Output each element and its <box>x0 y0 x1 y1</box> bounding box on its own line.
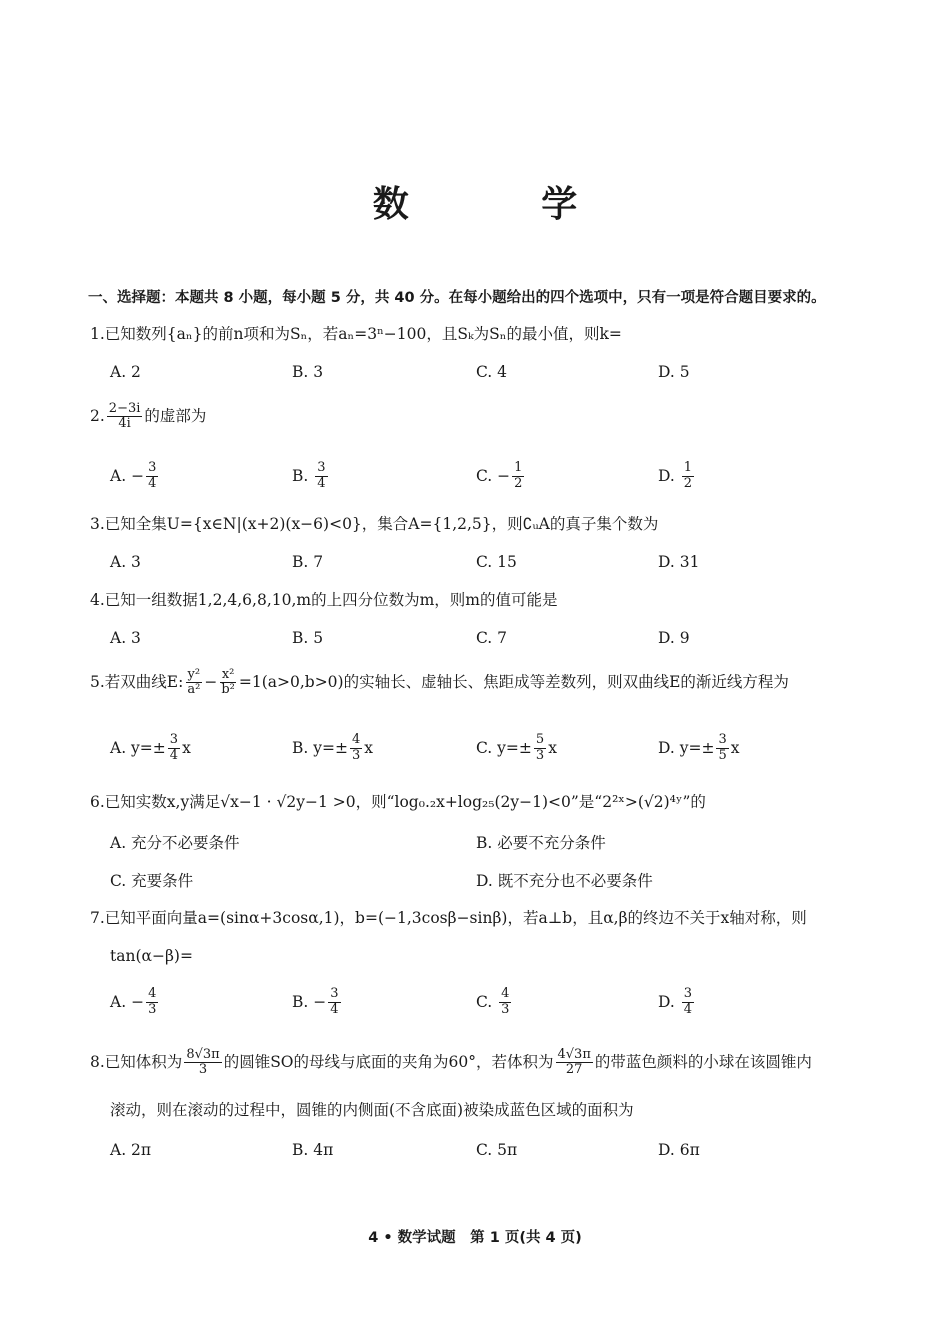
question-stem-middle: 的圆锥SO的母线与底面的夹角为60°，若体积为 <box>223 1052 554 1071</box>
question-5-options <box>110 730 870 766</box>
fraction <box>682 461 694 491</box>
fraction-numerator: 3 <box>330 986 339 1002</box>
question-stem: 已知实数x,y满足√x−1 · √2y−1 >0，则“log₀.₂x+log₂₅(2y−1)<0”是“2²ˣ>(√2)⁴ʸ”的 <box>104 793 706 811</box>
fraction <box>499 987 511 1017</box>
fraction <box>350 733 362 763</box>
question-7 <box>90 908 880 928</box>
fraction-numerator: 5 <box>535 732 545 748</box>
question-number: 1. <box>90 325 105 343</box>
question-number: 3. <box>90 515 105 533</box>
fraction-numerator: 4 <box>351 732 361 748</box>
option-a[interactable]: A. 2 <box>110 363 141 381</box>
fraction <box>146 461 158 491</box>
option-tail: x <box>364 739 374 757</box>
question-stem: 已知平面向量a=(sinα+3cosα,1)，b=(−1,3cosβ−sinβ)，若a⊥b，且α,β的终边不关于x轴对称，则 <box>104 909 807 927</box>
fraction-numerator: 4 <box>501 986 510 1002</box>
option-sign: − <box>313 993 327 1011</box>
option-c[interactable] <box>476 984 513 1020</box>
fraction-numerator: 4 <box>148 986 157 1002</box>
option-a[interactable] <box>110 458 160 494</box>
fraction-numerator: x² <box>221 667 235 682</box>
fraction-denominator: a² <box>187 682 201 698</box>
option-d[interactable]: D. 既不充分也不必要条件 <box>476 872 653 890</box>
question-5 <box>90 668 880 698</box>
option-a[interactable]: A. 3 <box>110 553 141 571</box>
option-a[interactable]: A. 充分不必要条件 <box>110 834 240 852</box>
question-8 <box>90 1048 880 1078</box>
fraction <box>682 987 694 1017</box>
fraction-numerator: y² <box>187 667 201 682</box>
fraction-denominator: 4 <box>148 475 157 491</box>
option-d[interactable] <box>658 458 696 494</box>
question-1 <box>90 324 880 344</box>
question-stem: 已知体积为 <box>104 1052 183 1071</box>
question-stem-tail: =1(a>0,b>0)的实轴长、虚轴长、焦距成等差数列，则双曲线E的渐近线方程为 <box>238 672 789 691</box>
option-c[interactable]: C. 15 <box>476 553 517 571</box>
question-number: 8. <box>90 1052 105 1071</box>
question-4 <box>90 590 880 610</box>
option-c[interactable] <box>476 730 557 766</box>
question-6-options-row-1 <box>110 824 870 860</box>
option-b[interactable]: B. 必要不充分条件 <box>476 834 606 852</box>
fraction-numerator: 2−3i <box>108 401 141 416</box>
option-c[interactable]: C. 5π <box>476 1141 518 1159</box>
question-number: 2. <box>90 406 105 425</box>
question-4-options <box>110 620 870 656</box>
fraction-numerator: 1 <box>514 460 523 476</box>
option-label: A. <box>110 467 127 485</box>
option-b[interactable] <box>292 458 330 494</box>
question-3 <box>90 514 880 534</box>
question-stem-tail: 的带蓝色颜料的小球在该圆锥内 <box>594 1052 812 1071</box>
question-6 <box>90 792 880 812</box>
fraction-denominator: 2 <box>514 475 523 491</box>
option-c[interactable]: C. 充要条件 <box>110 872 194 890</box>
option-b[interactable]: B. 7 <box>292 553 324 571</box>
option-sign: − <box>131 993 145 1011</box>
option-sign: − <box>131 467 145 485</box>
question-stem: 若双曲线E: <box>104 672 184 691</box>
fraction-numerator: 8√3π <box>186 1047 220 1062</box>
fraction <box>328 987 340 1017</box>
option-b[interactable]: B. 4π <box>292 1141 334 1159</box>
fraction-denominator: 3 <box>351 747 361 763</box>
question-stem: 已知数列{aₙ}的前n项和为Sₙ，若aₙ=3ⁿ−100，且Sₖ为Sₙ的最小值，则k= <box>104 325 622 343</box>
fraction-numerator: 3 <box>169 732 179 748</box>
option-d[interactable]: D. 9 <box>658 629 690 647</box>
question-number: 4. <box>90 591 105 609</box>
fraction <box>315 461 327 491</box>
option-a[interactable] <box>110 730 191 766</box>
option-label: C. <box>476 993 493 1011</box>
fraction-numerator: 4√3π <box>557 1047 591 1062</box>
option-b[interactable] <box>292 730 373 766</box>
question-3-options <box>110 544 870 580</box>
option-b[interactable]: B. 3 <box>292 363 324 381</box>
section-header: 一、选择题：本题共 8 小题，每小题 5 分，共 40 分。在每小题给出的四个选项中，只有一项是符合题目要求的。 <box>88 290 826 306</box>
fraction-numerator: 3 <box>317 460 326 476</box>
option-label: B. <box>292 467 309 485</box>
option-c[interactable] <box>476 458 526 494</box>
option-label: D. <box>658 467 675 485</box>
question-number: 7. <box>90 909 105 927</box>
question-7-options <box>110 984 870 1020</box>
option-label: B. <box>292 993 309 1011</box>
option-d[interactable]: D. 6π <box>658 1141 700 1159</box>
option-c[interactable]: C. 7 <box>476 629 508 647</box>
question-number: 5. <box>90 672 105 691</box>
option-tail: x <box>730 739 740 757</box>
option-label: D. y=± <box>658 739 715 757</box>
option-label: C. y=± <box>476 739 532 757</box>
question-2-options <box>110 458 870 494</box>
fraction-denominator: 3 <box>148 1001 157 1017</box>
fraction-denominator: 4 <box>683 1001 693 1017</box>
fraction <box>107 402 143 432</box>
fraction-numerator: 1 <box>683 460 693 476</box>
fraction-denominator: 2 <box>683 475 693 491</box>
fraction <box>534 733 546 763</box>
option-a[interactable] <box>110 984 160 1020</box>
option-b[interactable]: B. 5 <box>292 629 324 647</box>
question-stem: 已知全集U={x∈N|(x+2)(x−6)<0}，集合A={1,2,5}，则∁ᵤA的真子集个数为 <box>104 515 659 533</box>
fraction <box>185 668 202 698</box>
question-7-line-2: tan(α−β)= <box>110 947 193 965</box>
question-number: 6. <box>90 793 105 811</box>
question-6-options-row-2 <box>110 862 870 898</box>
option-d[interactable] <box>658 984 696 1020</box>
page-title: 数 学 <box>372 184 638 225</box>
fraction <box>716 733 728 763</box>
option-d[interactable]: D. 5 <box>658 363 690 381</box>
option-a[interactable]: A. 2π <box>110 1141 152 1159</box>
fraction <box>146 987 158 1017</box>
option-label: D. <box>658 993 675 1011</box>
option-c[interactable]: C. 4 <box>476 363 508 381</box>
option-label: A. y=± <box>110 739 166 757</box>
question-stem: 的虚部为 <box>144 406 207 425</box>
option-label: C. <box>476 467 493 485</box>
option-d[interactable] <box>658 730 740 766</box>
question-2 <box>90 402 880 432</box>
fraction-denominator: 4 <box>317 475 326 491</box>
fraction <box>556 1048 593 1078</box>
fraction-numerator: 3 <box>718 732 727 748</box>
fraction-numerator: 3 <box>148 460 157 476</box>
question-stem: 已知一组数据1,2,4,6,8,10,m的上四分位数为m，则m的值可能是 <box>104 591 558 609</box>
question-8-options <box>110 1132 870 1168</box>
fraction-denominator: 3 <box>535 747 545 763</box>
fraction-denominator: 5 <box>718 747 727 763</box>
fraction-denominator: 4i <box>118 416 131 432</box>
option-d[interactable]: D. 31 <box>658 553 700 571</box>
option-tail: x <box>548 739 557 757</box>
fraction <box>219 668 237 698</box>
fraction <box>512 461 524 491</box>
fraction-denominator: b² <box>221 682 235 698</box>
option-label: A. <box>110 993 127 1011</box>
fraction-denominator: 3 <box>501 1001 510 1017</box>
option-a[interactable]: A. 3 <box>110 629 141 647</box>
option-tail: x <box>182 739 191 757</box>
page-footer: 4 • 数学试题 第 1 页(共 4 页) <box>368 1230 582 1246</box>
fraction-denominator: 3 <box>198 1062 208 1078</box>
fraction-denominator: 27 <box>565 1062 583 1078</box>
question-1-options <box>110 354 870 390</box>
fraction-numerator: 3 <box>683 986 693 1002</box>
question-8-line-2: 滚动，则在滚动的过程中，圆锥的内侧面(不含底面)被染成蓝色区域的面积为 <box>110 1101 634 1119</box>
option-label: B. y=± <box>292 739 348 757</box>
fraction-denominator: 4 <box>169 747 179 763</box>
option-sign: − <box>497 467 511 485</box>
fraction <box>168 733 180 763</box>
fraction-denominator: 4 <box>330 1001 339 1017</box>
operator: − <box>204 672 218 691</box>
option-b[interactable] <box>292 984 343 1020</box>
fraction <box>184 1048 221 1078</box>
